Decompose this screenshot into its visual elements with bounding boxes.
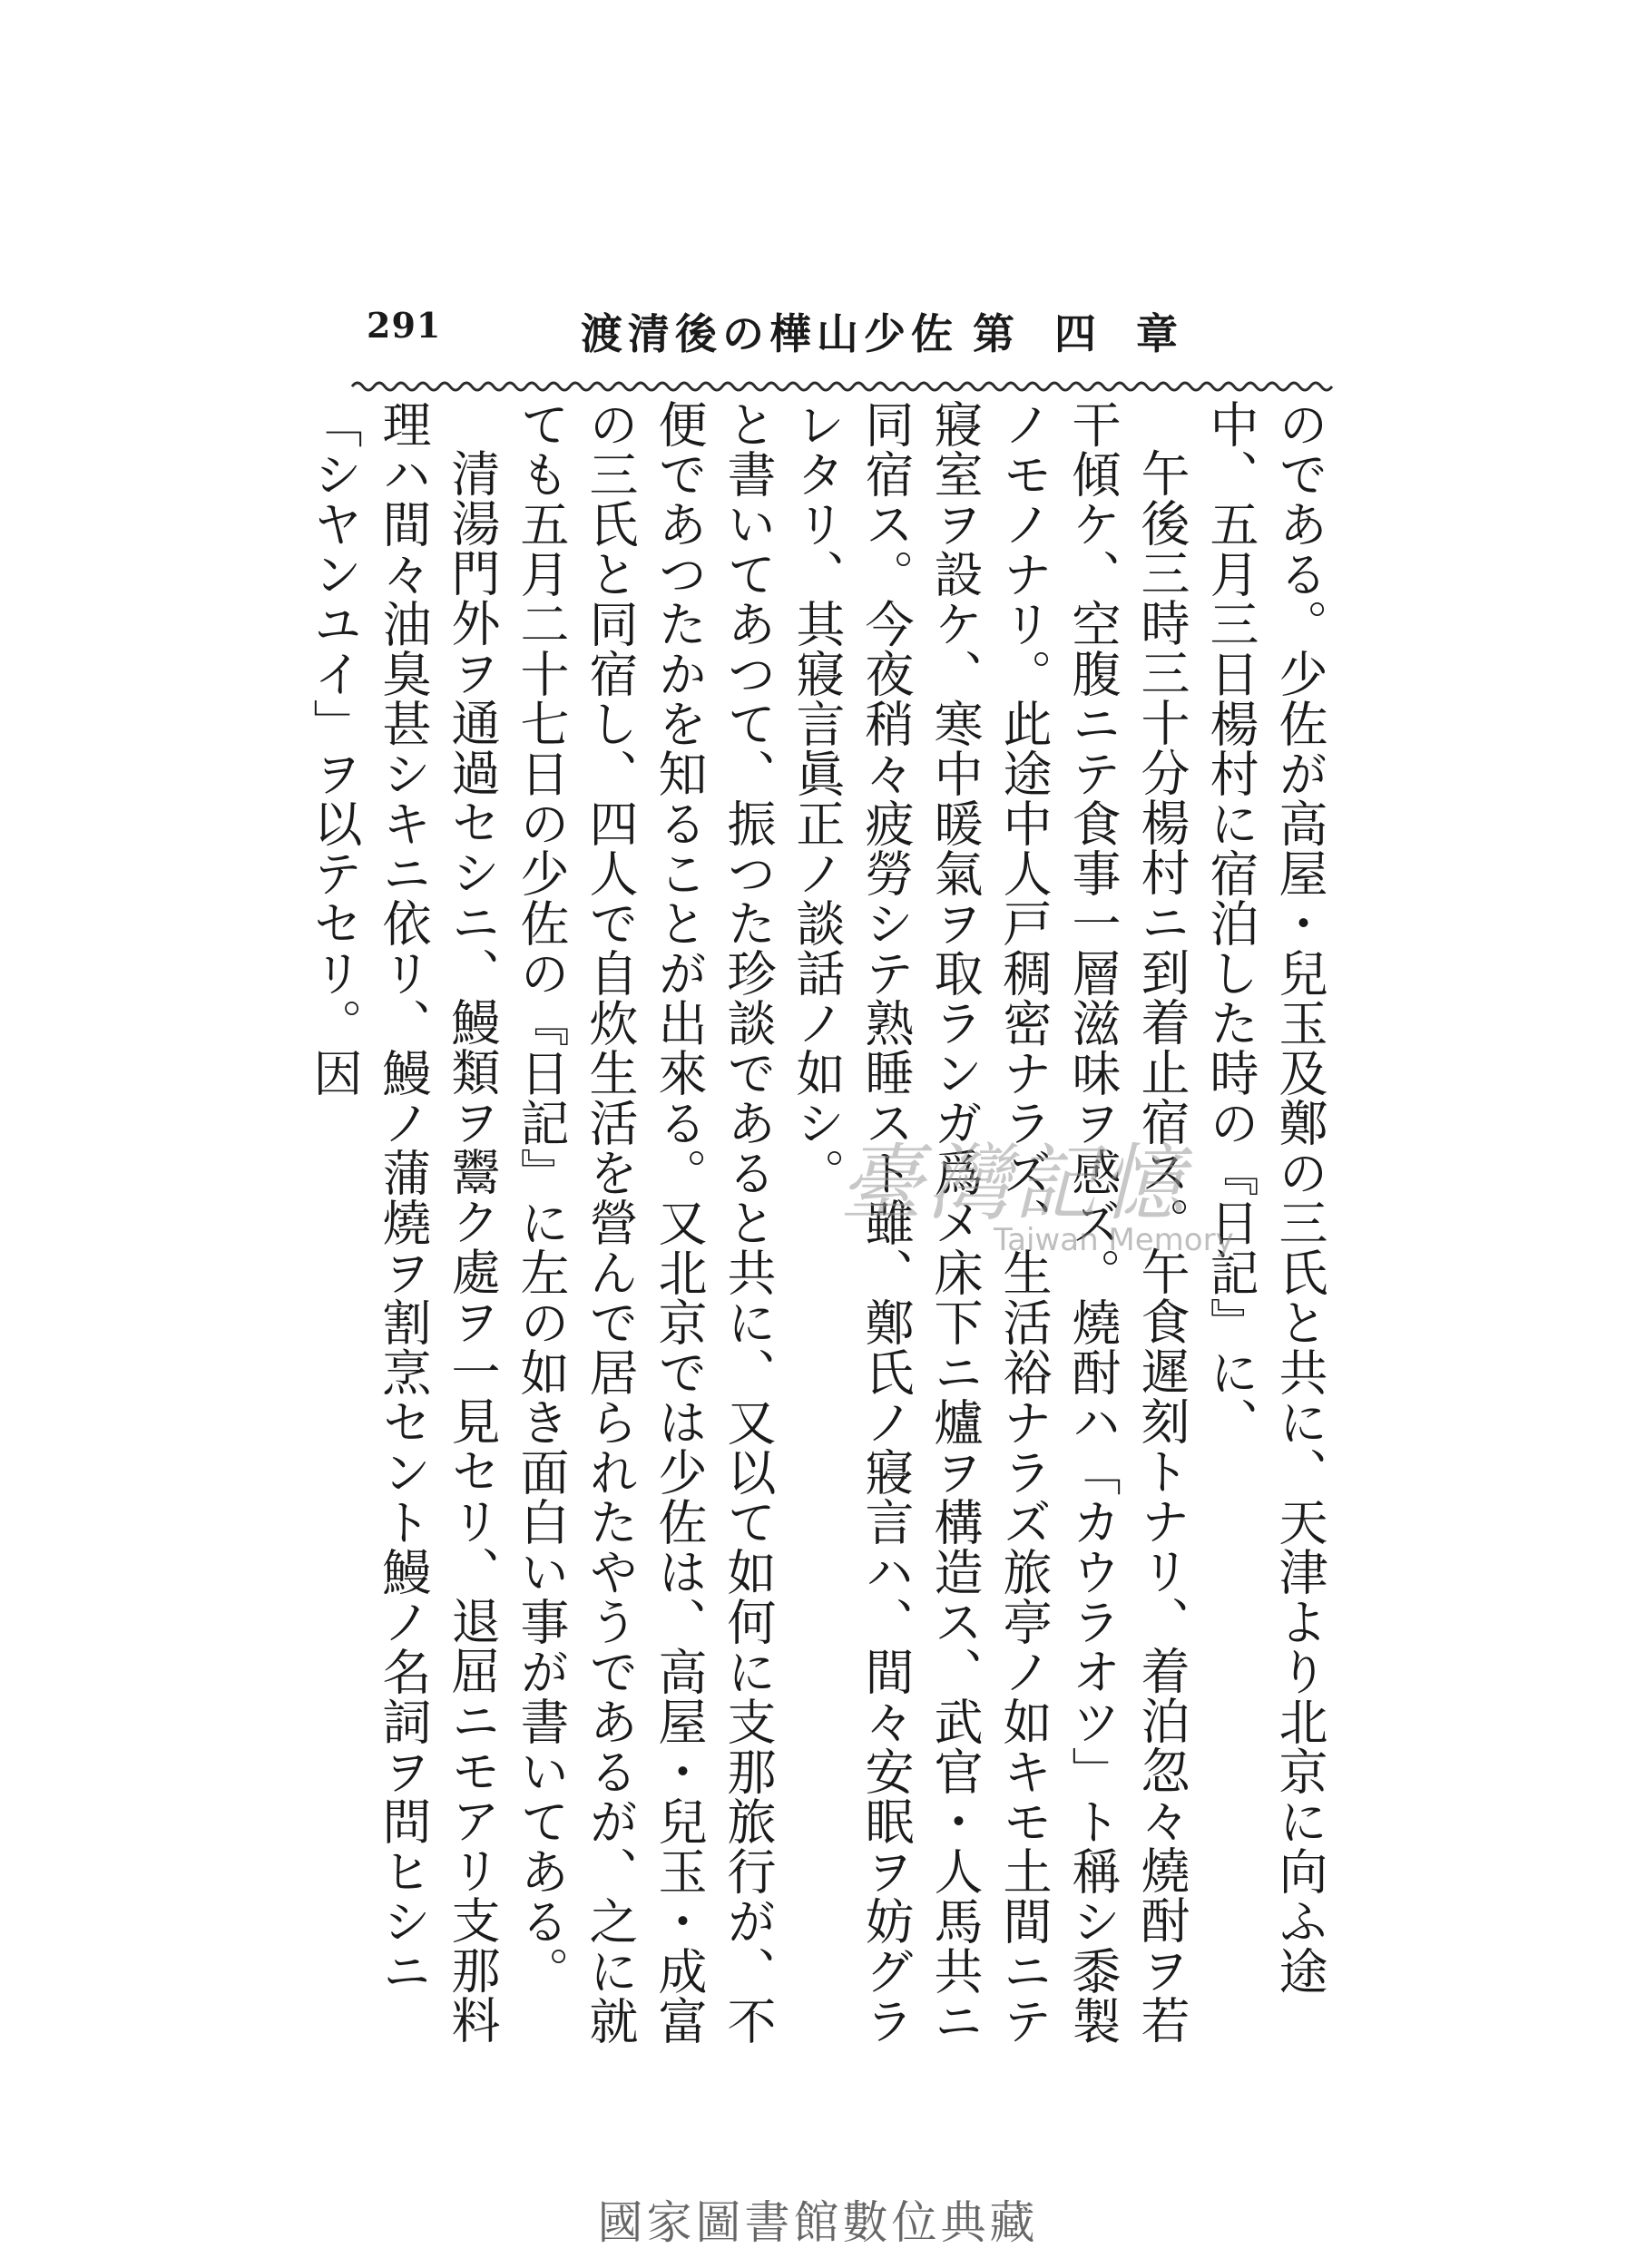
watermark-en: Taiwan Memory (994, 1222, 1234, 1258)
running-header (581, 301, 1254, 361)
diary-quote-1: 午後三時三十分楊村ニ到着止宿ス。午食遲刻トナリ、着泊忽々燒酎ヲ若干傾ケ、空腹ニテ食事一層滋味ヲ感ズ。燒酎ハ「カウラオツ」ト稱シ黍製ノモノナリ。此途中人戸稠密ナラズ、生活裕ナラズ旅亭ノ如キモ土間ニテ寢室ヲ設ケ、寒中暖氣ヲ取ランガ爲メ床下ニ爐ヲ構造ス、武官・人馬共ニ同宿ス。今夜稍々疲勞シテ熟睡スト雖、鄭氏ノ寢言ハ、間々安眠ヲ妨グラレタリ、其寢言眞正ノ談話ノ如シ。 (789, 399, 1190, 2046)
paragraph-2: と書いてあつて、振つた珍談であると共に、又以て如何に支那旅行が、不便であつたかを知ることが出來る。又北京では少佐は、高屋・兒玉・成富の三氏と同宿し、四人で自炊生活を營んで居られたやうであるが、之に就ても五月二十七日の少佐の『日記』に左の如き面白い事が書いてある。 (513, 399, 777, 2046)
paragraph-1: のである。少佐が高屋・兒玉及鄭の三氏と共に、天津より北京に向ふ途中、五月三日楊村に宿泊した時の『日記』に、 (1202, 399, 1328, 1996)
diary-quote-2: 清湯門外ヲ通過セシニ、鰻類ヲ鬻ク處ヲ一見セリ、退屈ニモアリ支那料理ハ間々油臭甚シキニ依リ、鰻ノ蒲燒ヲ割烹セント鰻ノ名詞ヲ問ヒシニ「シヤンユイ」ヲ以テセリ。因 (306, 399, 501, 2045)
chapter-title: 第四章 (973, 309, 1219, 358)
watermark-cjk: 臺灣記憶 (839, 1135, 1189, 1232)
footer-credit: 國家圖書館數位典藏 (597, 2196, 1039, 2249)
body-text (306, 399, 1334, 2059)
page-number: 291 (367, 305, 442, 346)
header-wavy-rule (352, 374, 1332, 396)
section-title: 渡清後の樺山少佐 (581, 309, 958, 358)
